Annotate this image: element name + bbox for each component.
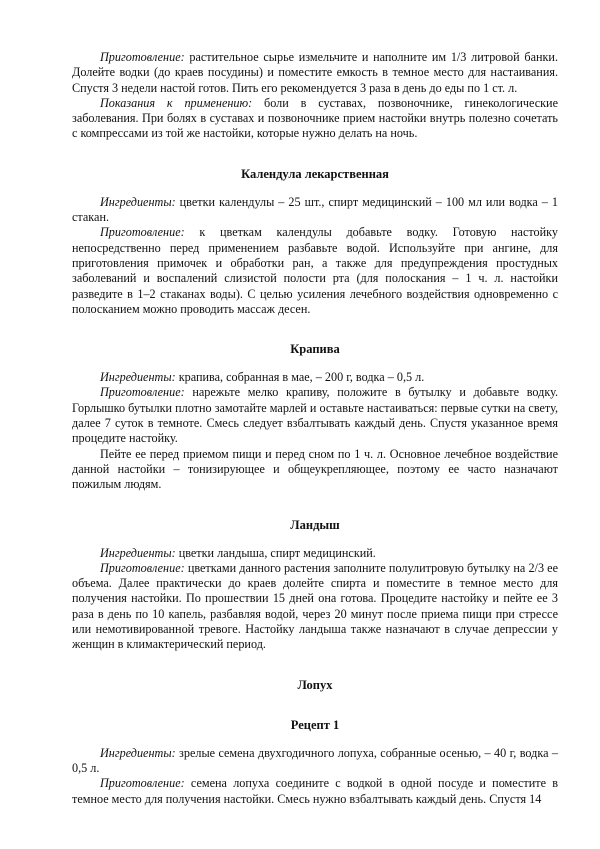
paragraph-label: Приготовление: bbox=[100, 560, 185, 575]
paragraph-label: Показания к применению: bbox=[100, 95, 253, 110]
paragraph-label: Ингредиенты: bbox=[100, 370, 176, 385]
paragraph bbox=[72, 546, 558, 561]
paragraph bbox=[72, 370, 558, 385]
paragraph bbox=[72, 50, 558, 96]
subsection-heading-recipe-1: Рецепт 1 bbox=[290, 717, 340, 732]
paragraph-label: Ингредиенты: bbox=[100, 194, 176, 209]
paragraph bbox=[72, 225, 558, 317]
paragraph-label: Ингредиенты: bbox=[100, 545, 176, 560]
paragraph-text: цветки ландыша, спирт медицинский. bbox=[175, 545, 376, 560]
paragraph-text: растительное сырье измельчите и наполните им 1/3 литровой банки. Долейте водки (до краев посудины) и поместите емкость в темное место для настаивания. Спустя 3 недели настой готов. Пить его рекомендуется 3 раза в день до еды по 1 ст. л. bbox=[72, 50, 558, 95]
paragraph-text: цветками данного растения заполните полулитровую бутылку на 2/3 ее объема. Далее практически до краев долейте спирта и поместите в темное место для получения настойки. По прошествии 15 дней она готова. Процедите настойку и пейте ее 3 раза в день по 10 капель, разбавляя водой, через 20 минут после приема пищи при стрессе или немотивированной тревоге. Настойку ландыша также назначают в случае депрессии у женщин в климактерический период. bbox=[72, 560, 558, 652]
paragraph-text: нарежьте мелко крапиву, положите в бутылку и добавьте водку. Горлышко бутылки плотно замотайте марлей и оставьте настаиваться: первые сутки на свету, далее 7 суток в темноте. Смесь следует взбалтывать каждый день. Спустя указанное время процедите настойку. bbox=[72, 385, 558, 446]
paragraph bbox=[72, 385, 558, 446]
section-heading-lily: Ландыш bbox=[290, 517, 340, 532]
section-heading-nettle: Крапива bbox=[290, 342, 340, 357]
paragraph-text: семена лопуха соедините с водкой в одной посуде и поместите в темное место для получения настойки. Смесь нужно взбалтывать каждый день. Спустя 14 bbox=[72, 776, 558, 806]
paragraph bbox=[72, 447, 558, 493]
paragraph-text: к цветкам календулы добавьте водку. Готовую настойку непосредственно перед применением разбавьте водой. Используйте при ангине, для приготовления примочек и обработки ран, а также для предупреждения простудных заболеваний и воспалений слизистой полости рта (для полоскания – 1 ч. л. настойки разведите в 1–2 стаканах воды). С целью усиления лечебного воздействия одновременно с полосканием можно проводить массаж десен. bbox=[72, 225, 558, 316]
section-heading-burdock: Лопух bbox=[297, 677, 333, 692]
paragraph-text: цветки календулы – 25 шт., спирт медицинский – 100 мл или водка – 1 стакан. bbox=[72, 194, 558, 225]
paragraph bbox=[72, 561, 558, 653]
paragraph-label: Приготовление: bbox=[100, 776, 185, 791]
paragraph bbox=[72, 96, 558, 142]
paragraph-label: Приготовление: bbox=[100, 225, 185, 240]
paragraph bbox=[72, 776, 558, 807]
paragraph-text: крапива, собранная в мае, – 200 г, водка – 0,5 л. bbox=[175, 370, 425, 385]
page-body bbox=[72, 50, 558, 807]
paragraph-label: Ингредиенты: bbox=[100, 745, 176, 760]
paragraph-text: Пейте ее перед приемом пищи и перед сном по 1 ч. л. Основное лечебное воздействие данной настойки – тонизирующее и общеукрепляющее, поэтому ее часто назначают пожилым людям. bbox=[72, 446, 558, 492]
paragraph-text: боли в суставах, позвоночнике, гинекологические заболевания. При болях в суставах и позвоночнике прием настойки внутрь полезно сочетать с компрессами из той же настойки, которые нужно делать на ночь. bbox=[72, 95, 558, 141]
section-heading-calendula: Календула лекарственная bbox=[241, 166, 389, 181]
paragraph-text: зрелые семена двухгодичного лопуха, собранные осенью, – 40 г, водка – 0,5 л. bbox=[72, 745, 558, 775]
paragraph-label: Приготовление: bbox=[100, 385, 185, 400]
paragraph-label: Приготовление: bbox=[100, 50, 185, 64]
paragraph bbox=[72, 195, 558, 226]
paragraph bbox=[72, 746, 558, 777]
